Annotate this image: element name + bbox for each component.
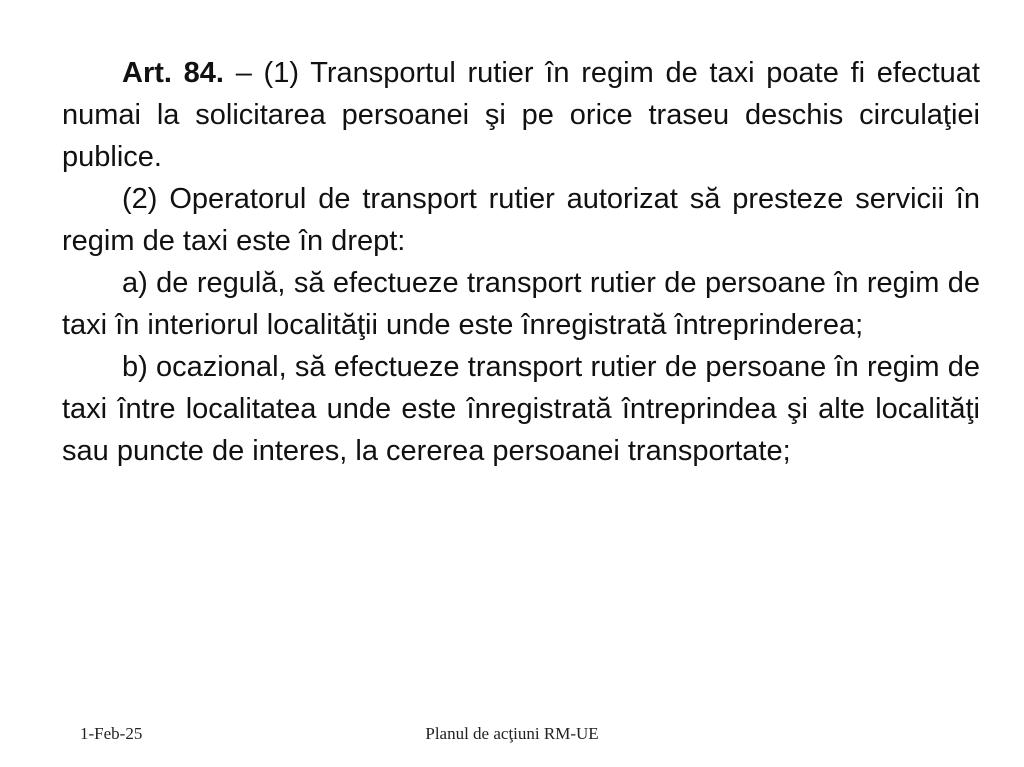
article-heading: Art. 84. [122, 57, 224, 89]
footer-title: Planul de acţiuni RM-UE [425, 724, 599, 743]
paragraph-2: (2) Operatorul de transport rutier autorizat să presteze servicii în regim de taxi este în drept: [62, 183, 980, 257]
article-body [62, 52, 980, 472]
paragraph-3: a) de regulă, să efectueze transport rutier de persoane în regim de taxi în interiorul localităţii unde este înregistrată întreprinderea; [62, 267, 980, 341]
paragraph-1 [62, 52, 980, 178]
paragraph-1-text: – (1) Transportul rutier în regim de taxi poate fi efectuat numai la solicitarea persoanei şi pe orice traseu deschis circulaţiei publice. [62, 57, 980, 173]
paragraph-4: b) ocazional, să efectueze transport rutier de persoane în regim de taxi între localitatea unde este înregistrată întreprindea şi alte localităţi sau puncte de interes, la cererea persoanei transportate; [62, 351, 980, 467]
footer-date: 1-Feb-25 [80, 724, 143, 743]
